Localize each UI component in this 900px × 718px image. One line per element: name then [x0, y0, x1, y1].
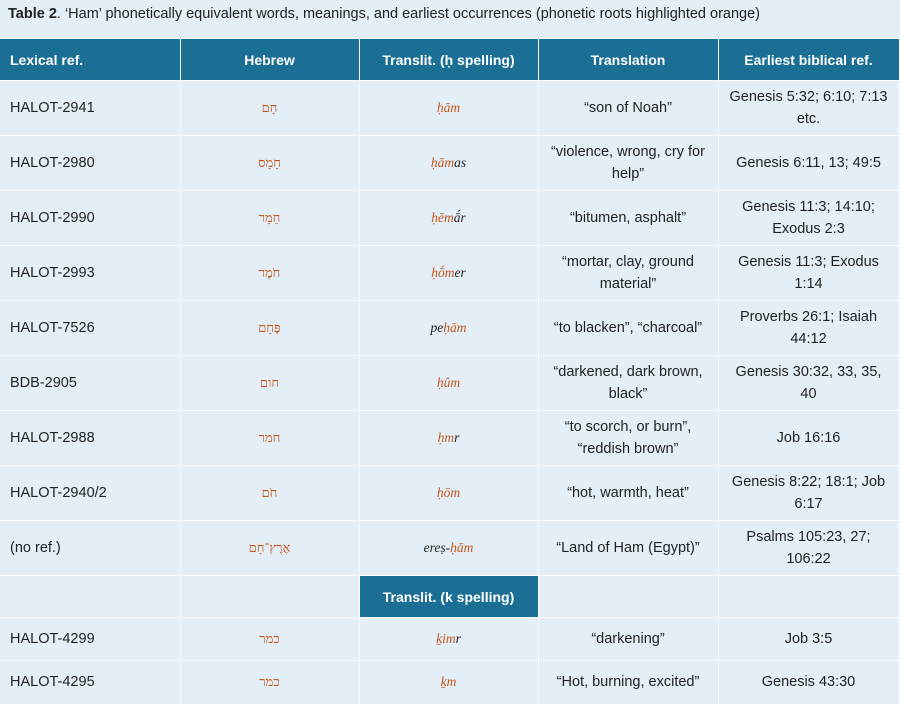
cell-transliteration	[359, 618, 538, 661]
table-body	[0, 81, 899, 704]
hebrew-word: כמר	[259, 674, 280, 690]
cell-translation: “to blacken”, “charcoal”	[538, 301, 718, 356]
cell-transliteration	[359, 191, 538, 246]
cell-earliest-ref: Genesis 30:32, 33, 35, 40	[718, 356, 899, 411]
hebrew-word: כמר	[259, 631, 280, 647]
cell-earliest-ref: Job 16:16	[718, 411, 899, 466]
subheader-empty	[718, 576, 899, 618]
translit-suffix: r	[454, 430, 460, 445]
cell-transliteration	[359, 301, 538, 356]
cell-lexical-ref: HALOT-2988	[0, 411, 180, 466]
cell-lexical-ref: HALOT-4295	[0, 661, 180, 704]
transliteration	[431, 320, 467, 335]
cell-lexical-ref: HALOT-2940/2	[0, 466, 180, 521]
cell-hebrew	[180, 356, 359, 411]
cell-translation: “Land of Ham (Egypt)”	[538, 521, 718, 576]
table-row	[0, 301, 899, 356]
header-translation: Translation	[538, 39, 718, 81]
hebrew-word: חום	[259, 375, 280, 391]
translit-root: ḥēm	[431, 210, 454, 225]
translit-root: ḥām	[436, 100, 461, 115]
cell-earliest-ref: Genesis 11:3; 14:10; Exodus 2:3	[718, 191, 899, 246]
hebrew-word: חָמָס	[258, 155, 281, 171]
table-row	[0, 136, 899, 191]
cell-hebrew	[180, 521, 359, 576]
cell-transliteration	[359, 81, 538, 136]
cell-hebrew	[180, 618, 359, 661]
cell-translation: “darkened, dark brown, black”	[538, 356, 718, 411]
subheader-translit-k: Translit. (k spelling)	[359, 576, 538, 618]
cell-lexical-ref: HALOT-4299	[0, 618, 180, 661]
cell-hebrew	[180, 466, 359, 521]
cell-translation: “hot, warmth, heat”	[538, 466, 718, 521]
hebrew-word: פֶּחָם	[258, 320, 281, 336]
lexical-table	[0, 39, 900, 704]
translit-suffix: r	[455, 631, 461, 646]
cell-transliteration	[359, 466, 538, 521]
cell-earliest-ref: Job 3:5	[718, 618, 899, 661]
table-row	[0, 191, 899, 246]
subheader-row	[0, 576, 899, 618]
cell-transliteration	[359, 411, 538, 466]
cell-earliest-ref: Genesis 5:32; 6:10; 7:13 etc.	[718, 81, 899, 136]
subheader-empty	[538, 576, 718, 618]
transliteration	[431, 155, 466, 170]
caption-text: . ‘Ham’ phonetically equivalent words, meanings, and earliest occurrences (phonetic roots highlighted orange)	[56, 6, 760, 22]
cell-hebrew	[180, 246, 359, 301]
cell-hebrew	[180, 191, 359, 246]
cell-earliest-ref: Psalms 105:23, 27; 106:22	[718, 521, 899, 576]
table-row	[0, 81, 899, 136]
translit-prefix: ereṣ-	[423, 540, 451, 555]
table-row	[0, 661, 899, 704]
subheader-empty	[0, 576, 180, 618]
cell-translation: “bitumen, asphalt”	[538, 191, 718, 246]
header-lexical-ref: Lexical ref.	[0, 39, 180, 81]
hebrew-word: חֵמָר	[258, 210, 281, 226]
translit-root: ḥm	[437, 430, 455, 445]
transliteration	[437, 375, 460, 390]
translit-root: ḥām	[430, 155, 455, 170]
cell-transliteration	[359, 661, 538, 704]
cell-transliteration	[359, 521, 538, 576]
cell-earliest-ref: Genesis 8:22; 18:1; Job 6:17	[718, 466, 899, 521]
caption-label: Table 2	[8, 6, 57, 22]
cell-lexical-ref: (no ref.)	[0, 521, 180, 576]
translit-root: ḵm	[440, 674, 457, 690]
cell-lexical-ref: HALOT-2990	[0, 191, 180, 246]
translit-prefix: pe	[430, 320, 444, 335]
transliteration	[431, 265, 466, 280]
transliteration	[431, 210, 466, 225]
translit-root: ḥām	[443, 320, 467, 335]
cell-lexical-ref: HALOT-2980	[0, 136, 180, 191]
transliteration	[437, 100, 460, 115]
table-caption	[0, 0, 900, 38]
cell-earliest-ref: Genesis 11:3; Exodus 1:14	[718, 246, 899, 301]
translit-suffix: ā́r	[453, 210, 466, 225]
cell-translation: “mortar, clay, ground material”	[538, 246, 718, 301]
header-row	[0, 39, 899, 81]
cell-transliteration	[359, 356, 538, 411]
translit-root: ḥûm	[436, 375, 461, 390]
cell-hebrew	[180, 81, 359, 136]
cell-lexical-ref: HALOT-2993	[0, 246, 180, 301]
cell-translation: “son of Noah”	[538, 81, 718, 136]
translit-root: ḥṓm	[431, 265, 455, 280]
subheader-empty	[180, 576, 359, 618]
header-hebrew: Hebrew	[180, 39, 359, 81]
transliteration	[424, 540, 474, 555]
transliteration	[436, 631, 461, 646]
table-row	[0, 618, 899, 661]
translit-root: ḥām	[450, 540, 474, 555]
header-earliest-ref: Earliest biblical ref.	[718, 39, 899, 81]
cell-earliest-ref: Genesis 43:30	[718, 661, 899, 704]
transliteration	[438, 430, 460, 445]
translit-root: ḥōm	[436, 485, 461, 500]
hebrew-word: חֹמֶר	[258, 265, 281, 281]
transliteration	[441, 674, 457, 689]
transliteration	[437, 485, 460, 500]
hebrew-word: אֶרֶץ־חָם	[248, 540, 291, 556]
translit-root: ḵim	[436, 631, 456, 646]
translit-suffix: er	[454, 265, 466, 280]
hebrew-word: חמר	[258, 430, 281, 446]
cell-hebrew	[180, 136, 359, 191]
cell-lexical-ref: HALOT-7526	[0, 301, 180, 356]
header-translit-h: Translit. (ḥ spelling)	[359, 39, 538, 81]
cell-translation: “Hot, burning, excited”	[538, 661, 718, 704]
table-row	[0, 466, 899, 521]
translit-suffix: as	[454, 155, 467, 170]
cell-lexical-ref: BDB-2905	[0, 356, 180, 411]
table-row	[0, 246, 899, 301]
cell-transliteration	[359, 136, 538, 191]
cell-earliest-ref: Proverbs 26:1; Isaiah 44:12	[718, 301, 899, 356]
hebrew-word: חָם	[261, 100, 278, 116]
cell-hebrew	[180, 411, 359, 466]
table-row	[0, 411, 899, 466]
cell-transliteration	[359, 246, 538, 301]
hebrew-word: חֹם	[261, 485, 278, 501]
cell-hebrew	[180, 661, 359, 704]
cell-lexical-ref: HALOT-2941	[0, 81, 180, 136]
table-row	[0, 356, 899, 411]
cell-translation: “to scorch, or burn”, “reddish brown”	[538, 411, 718, 466]
cell-hebrew	[180, 301, 359, 356]
cell-translation: “darkening”	[538, 618, 718, 661]
cell-earliest-ref: Genesis 6:11, 13; 49:5	[718, 136, 899, 191]
table-row	[0, 521, 899, 576]
cell-translation: “violence, wrong, cry for help”	[538, 136, 718, 191]
